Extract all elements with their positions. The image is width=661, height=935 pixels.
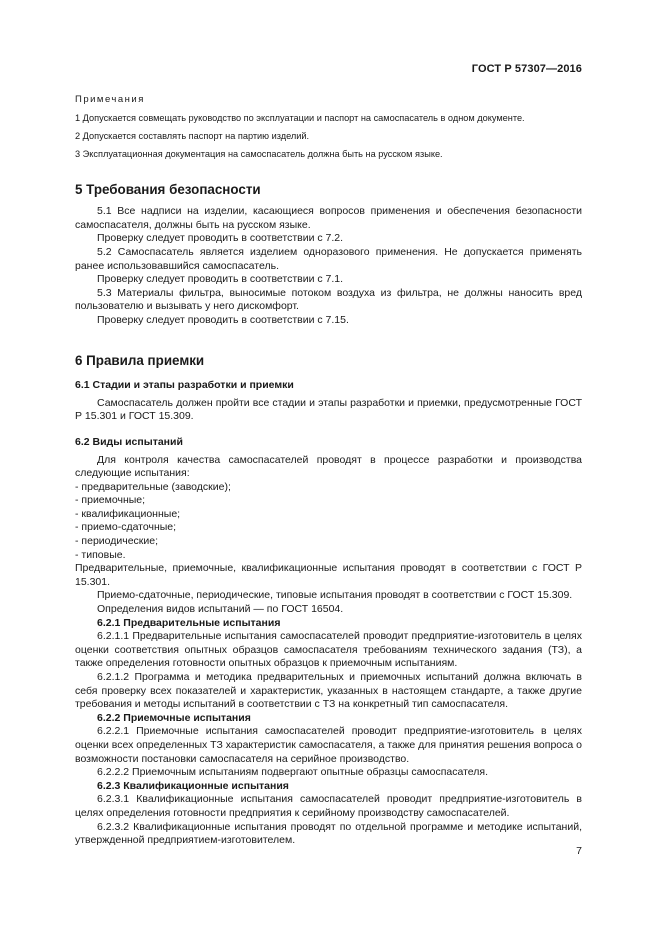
notes-heading: Примечания [75, 94, 145, 105]
section-6-title: 6 Правила приемки [75, 352, 205, 368]
list-item: - приемо-сдаточные; [75, 521, 177, 534]
subsection-6-2-3-title: 6.2.3 Квалификационные испытания [97, 779, 289, 792]
paragraph: Определения видов испытаний — по ГОСТ 16504. [97, 603, 344, 616]
list-item: - квалификационные; [75, 507, 181, 520]
note-item: 1 Допускается совмещать руководство по эксплуатации и паспорт на самоспасатель в одном документе. [75, 112, 525, 123]
subsection-6-1-title: 6.1 Стадии и этапы разработки и приемки [75, 379, 294, 392]
subsection-6-2-1-title: 6.2.1 Предварительные испытания [97, 616, 281, 629]
paragraph: 6.2.2.2 Приемочным испытаниям подвергают опытные образцы самоспасателя. [97, 766, 489, 779]
paragraph: Приемо-сдаточные, периодические, типовые испытания проводят в соответствии с ГОСТ 15.309. [97, 589, 573, 602]
paragraph: 6.2.2.1 Приемочные испытания самоспасателей проводит предприятие-изготовитель в целях оценки всех определенных ТЗ характеристик самоспасателя, а также для принятия решения вопроса о возможности постановки самоспасателя на серийное производство. [75, 725, 582, 765]
section-5-title: 5 Требования безопасности [75, 181, 261, 197]
paragraph: Проверку следует проводить в соответствии с 7.1. [97, 273, 344, 286]
paragraph: Проверку следует проводить в соответствии с 7.2. [97, 232, 344, 245]
paragraph: 6.2.1.1 Предварительные испытания самоспасателей проводит предприятие-изготовитель в целях оценки соответствия опытных образцов самоспасателя требованиям технического задания (ТЗ), а также определения готовности опытных образцов к приемочным испытаниям. [75, 630, 582, 670]
list-item: - типовые. [75, 548, 126, 561]
note-item: 2 Допускается составлять паспорт на партию изделий. [75, 130, 310, 141]
subsection-6-2-title: 6.2 Виды испытаний [75, 435, 183, 448]
list-item: - приемочные; [75, 494, 146, 507]
paragraph: Предварительные, приемочные, квалификационные испытания проводят в соответствии с ГОСТ Р 15.301. [75, 562, 582, 588]
paragraph: Самоспасатель должен пройти все стадии и этапы разработки и приемки, предусмотренные ГОСТ Р 15.301 и ГОСТ 15.309. [75, 396, 582, 423]
subsection-6-2-2-title: 6.2.2 Приемочные испытания [97, 711, 251, 724]
page-number: 7 [576, 845, 582, 857]
paragraph: 5.3 Материалы фильтра, выносимые потоком воздуха из фильтра, не должны наносить вред пользователю и вызывать у него дискомфорт. [75, 286, 582, 313]
paragraph: 5.2 Самоспасатель является изделием одноразового применения. Не допускается применять ранее использовавшийся самоспасатель. [75, 245, 582, 272]
paragraph: 6.2.3.2 Квалификационные испытания проводят по отдельной программе и методике испытаний, утвержденной предприятием-изготовителем. [75, 820, 582, 847]
document-body [75, 93, 582, 848]
note-item: 3 Эксплуатационная документация на самоспасатель должна быть на русском языке. [75, 148, 443, 159]
list-item: - предварительные (заводские); [75, 480, 231, 493]
paragraph: 6.2.3.1 Квалификационные испытания самоспасателей проводит предприятие-изготовитель в целях определения готовности предприятия к серийному производству самоспасателей. [75, 793, 582, 819]
paragraph: Для контроля качества самоспасателей проводят в процессе разработки и производства следующие испытания: [75, 453, 582, 480]
list-item: - периодические; [75, 535, 159, 548]
paragraph: Проверку следует проводить в соответствии с 7.15. [97, 313, 349, 326]
paragraph: 6.2.1.2 Программа и методика предварительных и приемочных испытаний должна включать в себя проверку всех показателей и характеристик, указанных в настоящем стандарте, а также другие требования и методы испытаний в соответствии с ТЗ на конкретный тип самоспасателя. [75, 671, 582, 711]
document-id-header: ГОСТ Р 57307—2016 [471, 63, 582, 75]
paragraph: 5.1 Все надписи на изделии, касающиеся вопросов применения и обеспечения безопасности самоспасателя, должны быть на русском языке. [75, 205, 582, 231]
